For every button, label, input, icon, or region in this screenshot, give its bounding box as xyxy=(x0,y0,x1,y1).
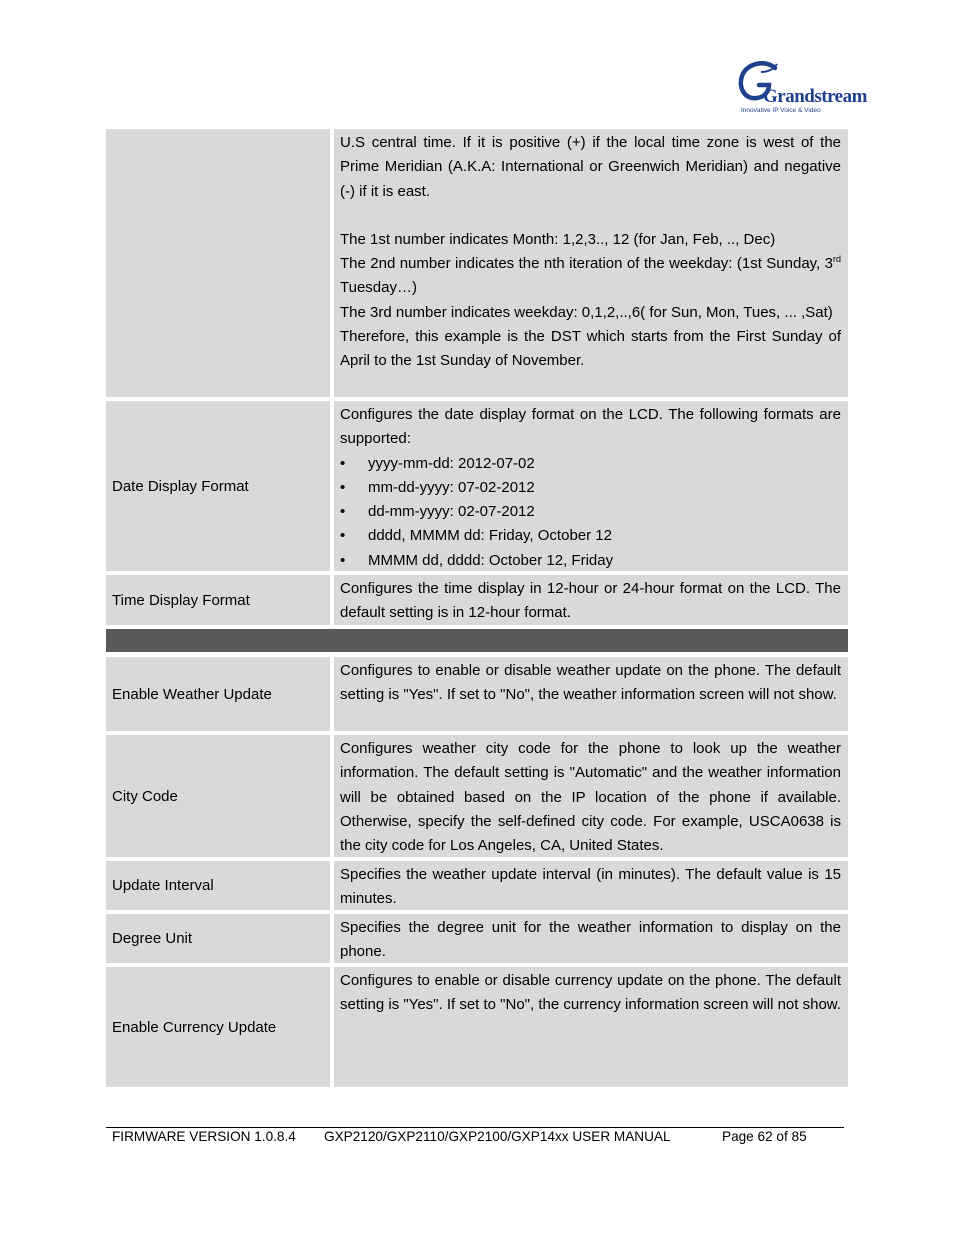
row-description xyxy=(334,129,848,397)
row-description xyxy=(334,861,848,910)
table-row xyxy=(106,861,848,910)
description-text: The 1st number indicates Month: 1,2,3.., 12 (for Jan, Feb, .., Dec) xyxy=(340,230,776,248)
description-text: The 2nd number indicates the nth iteration of the weekday: (1st Sunday, 3rd Tuesday…) xyxy=(340,254,841,297)
list-item: • dddd, MMMM dd: Friday, October 12 xyxy=(340,524,841,548)
list-item: • yyyy-mm-dd: 2012-07-02 xyxy=(340,452,841,476)
row-label xyxy=(106,129,330,397)
logo-brand-text: Grandstream xyxy=(763,86,867,107)
description-text: U.S central time. If it is positive (+) if the local time zone is west of the Prime Meridian (A.K.A: International or Greenwich Meridian) and negative (-) if it is east. xyxy=(340,134,841,200)
row-label: Update Interval xyxy=(106,861,330,910)
description-text: Configures the date display format on the LCD. The following formats are supported: xyxy=(340,406,841,448)
list-item: • mm-dd-yyyy: 07-02-2012 xyxy=(340,476,841,500)
footer-page-number: Page 62 of 85 xyxy=(722,1129,807,1144)
list-item: • dd-mm-yyyy: 02-07-2012 xyxy=(340,500,841,524)
row-label: Time Display Format xyxy=(106,575,330,625)
row-description xyxy=(334,657,848,731)
blank-line xyxy=(340,204,841,228)
description-text: Configures the time display in 12-hour or 24-hour format on the LCD. The default setting is in 12-hour format. xyxy=(340,580,841,622)
row-description xyxy=(334,735,848,857)
row-description xyxy=(334,401,848,571)
table-row xyxy=(106,735,848,857)
row-description xyxy=(334,575,848,625)
table-row xyxy=(106,657,848,731)
grandstream-logo xyxy=(737,60,867,118)
logo-tagline: Innovative IP Voice & Video xyxy=(741,107,821,114)
footer-manual-title: GXP2120/GXP2110/GXP2100/GXP14xx USER MANUAL xyxy=(324,1129,671,1144)
settings-table xyxy=(106,129,848,1091)
description-text: Configures to enable or disable weather update on the phone. The default setting is "Yes". If set to "No", the weather information screen will not show. xyxy=(340,662,841,704)
row-description xyxy=(334,914,848,963)
row-label: Degree Unit xyxy=(106,914,330,963)
description-text: The 3rd number indicates weekday: 0,1,2,..,6( for Sun, Mon, Tues, ... ,Sat) xyxy=(340,303,833,321)
row-description xyxy=(334,967,848,1087)
row-label: Enable Currency Update xyxy=(106,967,330,1087)
section-header-bar xyxy=(106,629,848,652)
table-row xyxy=(106,914,848,963)
table-row xyxy=(106,129,848,397)
row-label: Date Display Format xyxy=(106,401,330,571)
footer-firmware-version: FIRMWARE VERSION 1.0.8.4 xyxy=(112,1129,296,1144)
footer-divider xyxy=(106,1127,844,1128)
table-row xyxy=(106,967,848,1087)
description-text: Configures weather city code for the phone to look up the weather information. The default setting is "Automatic" and the weather information will be obtained based on the IP location of the phone if available. Otherwise, specify the self-defined city code. For example, USCA0638 is the city code for Los Angeles, CA, United States. xyxy=(340,740,841,855)
description-text: Configures to enable or disable currency update on the phone. The default setting is "Yes". If set to "No", the currency information screen will not show. xyxy=(340,972,841,1014)
description-text: Therefore, this example is the DST which starts from the First Sunday of April to the 1st Sunday of November. xyxy=(340,328,841,370)
table-row xyxy=(106,401,848,571)
description-text: Specifies the weather update interval (in minutes). The default value is 15 minutes. xyxy=(340,866,841,908)
row-label: Enable Weather Update xyxy=(106,657,330,731)
table-row xyxy=(106,575,848,625)
description-text: Specifies the degree unit for the weather information to display on the phone. xyxy=(340,919,841,961)
row-label: City Code xyxy=(106,735,330,857)
list-item: • MMMM dd, dddd: October 12, Friday xyxy=(340,549,841,573)
format-list xyxy=(340,452,841,573)
